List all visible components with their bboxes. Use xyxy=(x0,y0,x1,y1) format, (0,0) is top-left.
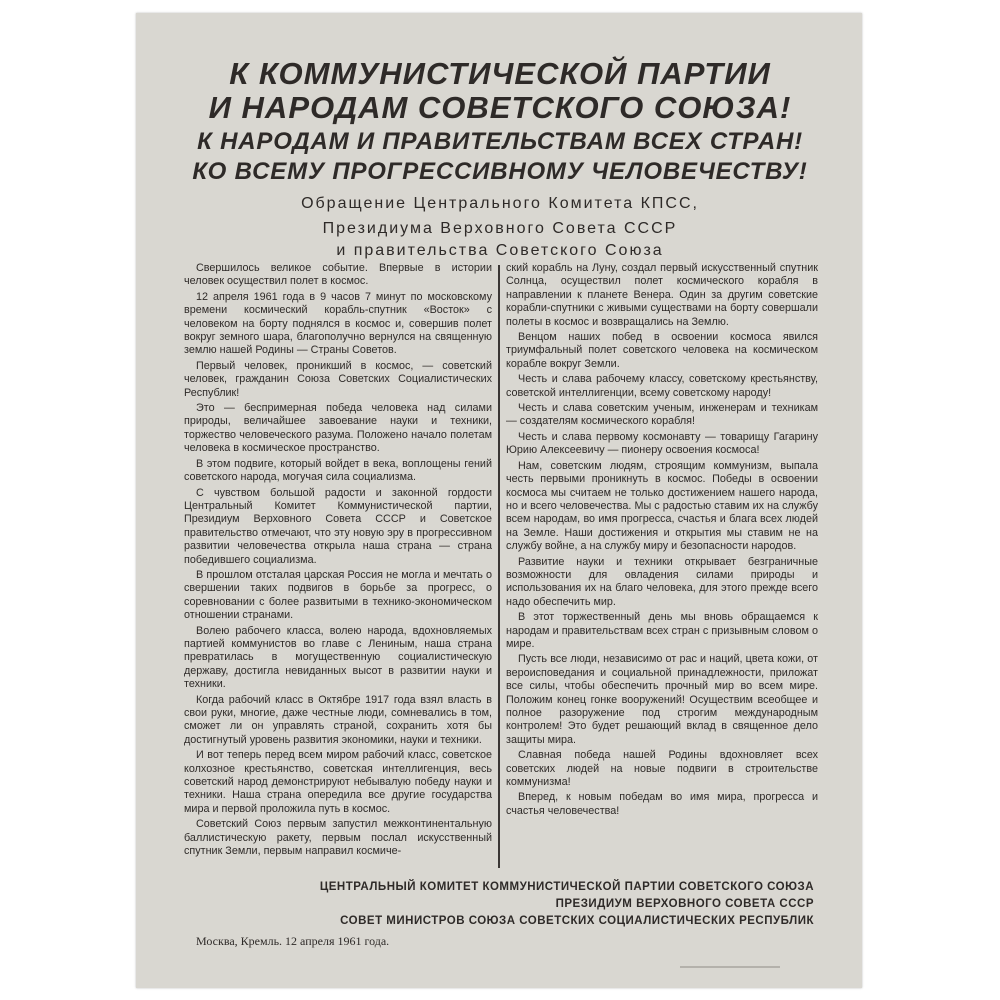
column-divider xyxy=(498,265,500,868)
headline-line-1: К КОММУНИСТИЧЕСКОЙ ПАРТИИ xyxy=(229,56,771,91)
signature-central-committee: ЦЕНТРАЛЬНЫЙ КОМИТЕТ КОММУНИСТИЧЕСКОЙ ПАРТИИ СОВЕТСКОГО СОЮЗА xyxy=(319,881,814,893)
left-column xyxy=(184,262,492,874)
paragraph: Первый человек, проникший в космос, — советский человек, гражданин Союза Советских Социалистических Республик! xyxy=(184,359,492,399)
paragraph: ский корабль на Луну, создал первый искусственный спутник Солнца, осуществил полет космического корабля в направлении к планете Венера. Один за другим советские корабли-спутники с живыми существами на борту совершали полеты в космос и возвращались на Землю. xyxy=(506,262,818,328)
headline-line-3: К НАРОДАМ И ПРАВИТЕЛЬСТВАМ ВСЕХ СТРАН! xyxy=(197,128,803,155)
headline-line-2: И НАРОДАМ СОВЕТСКОГО СОЮЗА! xyxy=(208,90,792,125)
paragraph: В прошлом отсталая царская Россия не могла и мечтать о свершении таких подвигов в борьбе за прогресс, о соревновании с более развитыми в технико-экономическом отношении странами. xyxy=(184,568,492,622)
paragraph: Вперед, к новым победам во имя мира, прогресса и счастья человечества! xyxy=(506,791,818,817)
place-and-date: Москва, Кремль. 12 апреля 1961 года. xyxy=(196,934,390,948)
paragraph: В этот торжественный день мы вновь обращаемся к народам и правительствам всех стран с призывным словом о мире. xyxy=(506,611,818,650)
paragraph: Советский Союз первым запустил межконтинентальную баллистическую ракету, первым послал искусственный спутник Земли, первым направил космиче- xyxy=(184,818,492,858)
signature-presidium: ПРЕЗИДИУМ ВЕРХОВНОГО СОВЕТА СССР xyxy=(555,898,814,910)
paragraph: Это — беспримерная победа человека над силами природы, величайшее завоевание науки и техники, торжество человеческого разума. Положено начало полетам человека в космическое пространство. xyxy=(184,402,492,455)
paragraph: Волею рабочего класса, волею народа, вдохновляемых партией коммунистов во главе с Лениным, наша страна превратилась в могущественную социалистическую державу, достигла невиданных высот в развитии науки и техники. xyxy=(184,624,492,691)
paragraph: Славная победа нашей Родины вдохновляет всех советских людей на новые подвиги в строительстве коммунизма! xyxy=(506,749,818,789)
headline-line-4: КО ВСЕМУ ПРОГРЕССИВНОМУ ЧЕЛОВЕЧЕСТВУ! xyxy=(192,158,808,185)
paragraph: 12 апреля 1961 года в 9 часов 7 минут по московскому времени космический корабль-спутник «Восток» с человеком на борту поднялся в космос и, совершив полет вокруг земного шара, благополучно вернулся на священную землю нашей Родины — Страны Советов. xyxy=(184,290,492,357)
paragraph: Развитие науки и техники открывает безграничные возможности для овладения силами природы и использования их на благо человека, для этого прежде всего надо обеспечить мир. xyxy=(506,555,818,608)
paragraph: Свершилось великое событие. Впервые в истории человек осуществил полет в космос. xyxy=(184,262,492,288)
paragraph: Нам, советским людям, строящим коммунизм, выпала честь первыми проникнуть в космос. Победы в освоении космоса мы считаем не только достижением нашего народа, но и всего человечества. Мы с радостью ставим их на службу всем народам, во имя прогресса, счастья и блага всех людей на Земле. Наши достижения и открытия мы ставим не на службу войне, а на службу миру и безопасности народов. xyxy=(506,459,818,553)
paragraph: С чувством большой радости и законной гордости Центральный Комитет Коммунистической партии, Президиум Верховного Совета СССР и Советское правительство отмечают, что эту новую эру в прогрессивном развитии человечества открыла наша страна — страна победившего социализма. xyxy=(184,486,492,566)
right-column xyxy=(506,262,818,874)
subtitle-line-2: Президиума Верховного Совета СССР xyxy=(322,220,678,237)
printer-imprint-mark xyxy=(680,966,780,968)
paragraph: Пусть все люди, независимо от рас и наций, цвета кожи, от вероисповедания и социальной принадлежности, приложат все силы, чтобы обеспечить прочный мир во всем мире. Положим конец гонке вооружений! Осуществим всеобщее и полное разоружение под строгим международным контролем! Это будет решающий вклад в священное дело защиты мира. xyxy=(506,653,818,746)
subtitle-line-3: и правительства Советского Союза xyxy=(336,242,664,259)
paragraph: В этом подвиге, который войдет в века, воплощены гений советского народа, могучая сила социализма. xyxy=(184,457,492,484)
signature-council-of-ministers: СОВЕТ МИНИСТРОВ СОЮЗА СОВЕТСКИХ СОЦИАЛИСТИЧЕСКИХ РЕСПУБЛИК xyxy=(340,915,814,927)
paragraph: Честь и слава советским ученым, инженерам и техникам — создателям космического корабля! xyxy=(506,402,818,428)
paragraph: Когда рабочий класс в Октябре 1917 года взял власть в свои руки, многие, даже честные люди, сомневались в том, сможет ли он управлять страной, сохранить хотя бы достигнутый уровень развития экономики, науки и техники. xyxy=(184,693,492,746)
paragraph: И вот теперь перед всем миром рабочий класс, советское колхозное крестьянство, советская интеллигенция, весь советский народ демонстрируют небывалую победу науки и техники. Наша страна опередила все другие государства мира и первой проложила путь в космос. xyxy=(184,749,492,815)
subtitle-line-1: Обращение Центрального Комитета КПСС, xyxy=(301,195,699,212)
paragraph: Честь и слава первому космонавту — товарищу Гагарину Юрию Алексеевичу — пионеру освоения космоса! xyxy=(506,430,818,457)
paragraph: Венцом наших побед в освоении космоса явился триумфальный полет советского человека на космическом корабле вокруг Земли. xyxy=(506,331,818,370)
paragraph: Честь и слава рабочему классу, советскому крестьянству, советской интеллигенции, всему советскому народу! xyxy=(506,373,818,399)
